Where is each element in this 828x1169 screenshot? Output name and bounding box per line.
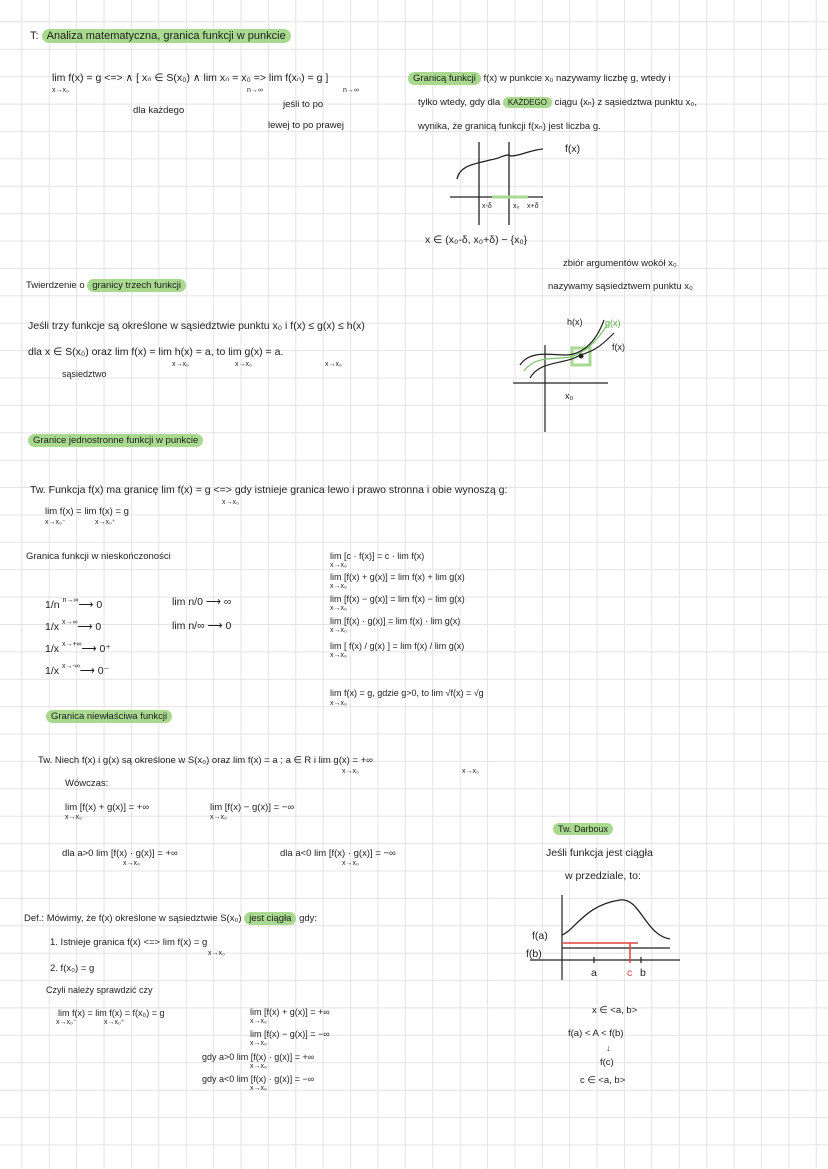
definition-text: ciągu {xₙ} z sąsiedztwa punktu x₀, [554, 97, 697, 108]
subscript: x→x₀ [250, 1040, 267, 1047]
list-item: 1/x $^{x\to-\infty}$⟶ 0⁻ [45, 663, 110, 677]
heading-prefix: Twierdzenie o [26, 280, 85, 291]
continuity-rule: lim [f(x) − g(x)] = −∞ [250, 1029, 330, 1039]
definition-text: tylko wtedy, gdy dla [418, 97, 501, 108]
definition-line: wynika, że granicą funkcji f(xₙ) jest liczba g. [418, 121, 601, 132]
subscript: x→x₀⁺ [104, 1019, 125, 1026]
improper-sum: lim [f(x) + g(x)] = +∞ [65, 802, 150, 813]
rule: lim [ f(x) / g(x) ] = lim f(x) / lim g(x) [330, 641, 465, 651]
rule-sqrt: lim f(x) = g, gdzie g>0, to lim √f(x) = √g [330, 688, 484, 698]
subscript: x→x₀ [250, 1018, 267, 1025]
improper-neg: dla a<0 lim [f(x) · g(x)] = −∞ [280, 848, 396, 859]
definition-highlight: Granicą funkcji [408, 72, 481, 85]
note-each: dla każdego [133, 105, 185, 116]
heading-highlight: Granica niewłaściwa funkcji [46, 710, 172, 723]
subscript: x→x₀ [208, 950, 225, 957]
continuity-check: lim f(x) = lim f(x) = f(x₀) = g [58, 1008, 165, 1018]
graph-label-x0: x₀ [565, 391, 574, 401]
continuity-rule: gdy a>0 lim [f(x) · g(x)] = +∞ [202, 1052, 315, 1062]
subscript: x→x₀ [52, 87, 69, 94]
graph-label: f(x) [565, 143, 581, 155]
improper-pos: dla a>0 lim [f(x) · g(x)] = +∞ [62, 848, 178, 859]
theorem-line: Tw. Funkcja f(x) ma granicę lim f(x) = g <=> gdy istnieje granica lewo i prawo stronna i obie wynoszą g: [30, 484, 508, 496]
subscript: x→x₀⁻ [56, 1019, 77, 1026]
page-title [30, 30, 291, 43]
axis-label-fb: f(b) [526, 948, 542, 960]
heading-highlight: granicy trzech funkcji [87, 279, 186, 292]
arrow-down-icon: ↓ [606, 1043, 611, 1053]
graph-label-g: g(x) [605, 318, 621, 328]
subscript: x→x₀ [235, 361, 252, 368]
continuity-so: Czyli należy sprawdzić czy [46, 985, 153, 995]
neighbourhood-text: nazywamy sąsiedztwem punktu x₀ [548, 281, 693, 292]
definition-line [418, 96, 697, 109]
definition-line [408, 72, 671, 85]
improper-diff: lim [f(x) − g(x)] = −∞ [210, 802, 295, 813]
graph-label-h: h(x) [567, 317, 583, 327]
definition-text: f(x) w punkcie x₀ nazywamy liczbę g, wtedy i [483, 73, 671, 84]
condition-1: 1. Istnieje granica f(x) <=> lim f(x) = g [50, 937, 208, 948]
subscript: x→x₀ [462, 768, 479, 775]
continuity-rule: lim [f(x) + g(x)] = +∞ [250, 1007, 330, 1017]
heading-highlight: Granice jednostronne funkcji w punkcie [28, 434, 203, 447]
tick-label-c: c [627, 967, 633, 979]
subscript: n→∞ [343, 87, 359, 94]
then-label: Wówczas: [65, 778, 109, 789]
subscript: x→x₀ [65, 814, 82, 821]
definition-text: Def.: Mówimy, że f(x) określone w sąsiedztwie S(x₀) [24, 913, 242, 924]
subscript: x→x₀ [325, 361, 342, 368]
subscript: x→x₀ [330, 605, 347, 612]
list-item: 1/x $^{x\to\infty}$⟶ 0 [45, 619, 102, 633]
subscript: x→x₀ [250, 1063, 267, 1070]
theorem-line: Jeśli trzy funkcje są określone w sąsiedztwie punktu x₀ i f(x) ≤ g(x) ≤ h(x) [28, 320, 365, 332]
subscript: n→∞ [247, 87, 263, 94]
darboux-line: x ∈ <a, b> [592, 1005, 638, 1016]
darboux-line: c ∈ <a, b> [580, 1075, 626, 1086]
subscript: x→x₀ [330, 652, 347, 659]
limit-expr: lim n/0 ⟶ ∞ [172, 596, 232, 608]
heading-highlight: Tw. Darboux [553, 823, 613, 835]
subscript: x→x₀ [250, 1085, 267, 1092]
tick-label-b: b [640, 967, 646, 979]
note-if: jeśli to po [283, 99, 324, 110]
subscript: x→x₀⁻ [45, 519, 66, 526]
theorem-line: lim f(x) = lim f(x) = g [45, 506, 129, 517]
section-heading: Granica funkcji w nieskończoności [26, 551, 171, 562]
note: sąsiedztwo [62, 369, 107, 379]
section-heading [28, 434, 203, 447]
theorem-line: dla x ∈ S(x₀) oraz lim f(x) = lim h(x) = a, to lim g(x) = a. [28, 346, 284, 358]
subscript: x→x₀ [330, 627, 347, 634]
subscript: x→x₀ [342, 768, 359, 775]
subscript: x→x₀⁺ [95, 519, 116, 526]
rule: lim [f(x) − g(x)] = lim f(x) − lim g(x) [330, 594, 465, 604]
title-prefix: T: [30, 30, 39, 42]
subscript: x→x₀ [210, 814, 227, 821]
rule: lim [f(x) + g(x)] = lim f(x) + lim g(x) [330, 572, 465, 582]
title-highlight: Analiza matematyczna, granica funkcji w punkcie [42, 29, 291, 43]
graph-label-f: f(x) [612, 342, 625, 352]
subscript: x→x₀ [330, 562, 347, 569]
subscript: x→x₀ [342, 860, 359, 867]
condition-2: 2. f(x₀) = g [50, 963, 95, 974]
heine-formula: lim f(x) = g <=> ∧ [ xₙ ∈ S(x₀) ∧ lim xₙ = x₀ => lim f(xₙ) = g ] [52, 72, 329, 84]
axis-label-fa: f(a) [532, 930, 548, 942]
continuity-definition [24, 912, 317, 925]
subscript: x→x₀ [222, 499, 239, 506]
darboux-line: f(c) [600, 1057, 614, 1068]
definition-highlight: KAŻDEGO [503, 97, 552, 108]
squeeze-graph [510, 315, 610, 435]
limit-graph [445, 140, 565, 240]
darboux-line: f(a) < A < f(b) [568, 1028, 624, 1039]
neighbourhood-formula: x ∈ (x₀-δ, x₀+δ) − {x₀} [425, 234, 528, 246]
note-if: lewej to po prawej [268, 120, 345, 131]
list-item: 1/n $^{n\to\infty}$⟶ 0 [45, 597, 103, 611]
section-heading [46, 710, 172, 723]
theorem-line: Tw. Niech f(x) i g(x) są określone w S(x₀) oraz lim f(x) = a ; a ∈ R i lim g(x) = +∞ [38, 755, 373, 766]
rule: lim [c · f(x)] = c · lim f(x) [330, 551, 425, 561]
darboux-text: Jeśli funkcja jest ciągła [546, 847, 653, 859]
tick-label-a: a [591, 967, 597, 979]
subscript: x→x₀ [172, 361, 189, 368]
subscript: x→x₀ [330, 700, 347, 707]
subscript: x→x₀ [330, 583, 347, 590]
darboux-text: w przedziale, to: [565, 870, 641, 882]
list-item: 1/x $^{x\to+\infty}$⟶ 0⁺ [45, 641, 111, 655]
tick-label: x-δ [482, 203, 492, 210]
section-heading [26, 279, 186, 292]
subscript: x→x₀ [123, 860, 140, 867]
definition-highlight: jest ciągła [244, 912, 296, 925]
tick-label: x+δ [527, 203, 539, 210]
continuity-rule: gdy a<0 lim [f(x) · g(x)] = −∞ [202, 1074, 315, 1084]
limit-expr: lim n/∞ ⟶ 0 [172, 620, 232, 632]
rule: lim [f(x) · g(x)] = lim f(x) · lim g(x) [330, 616, 461, 626]
section-heading [553, 823, 613, 836]
darboux-graph [530, 895, 680, 985]
tick-label: x₀ [513, 203, 520, 210]
definition-text: gdy: [299, 913, 318, 924]
neighbourhood-text: zbiór argumentów wokół x₀ [563, 258, 677, 269]
